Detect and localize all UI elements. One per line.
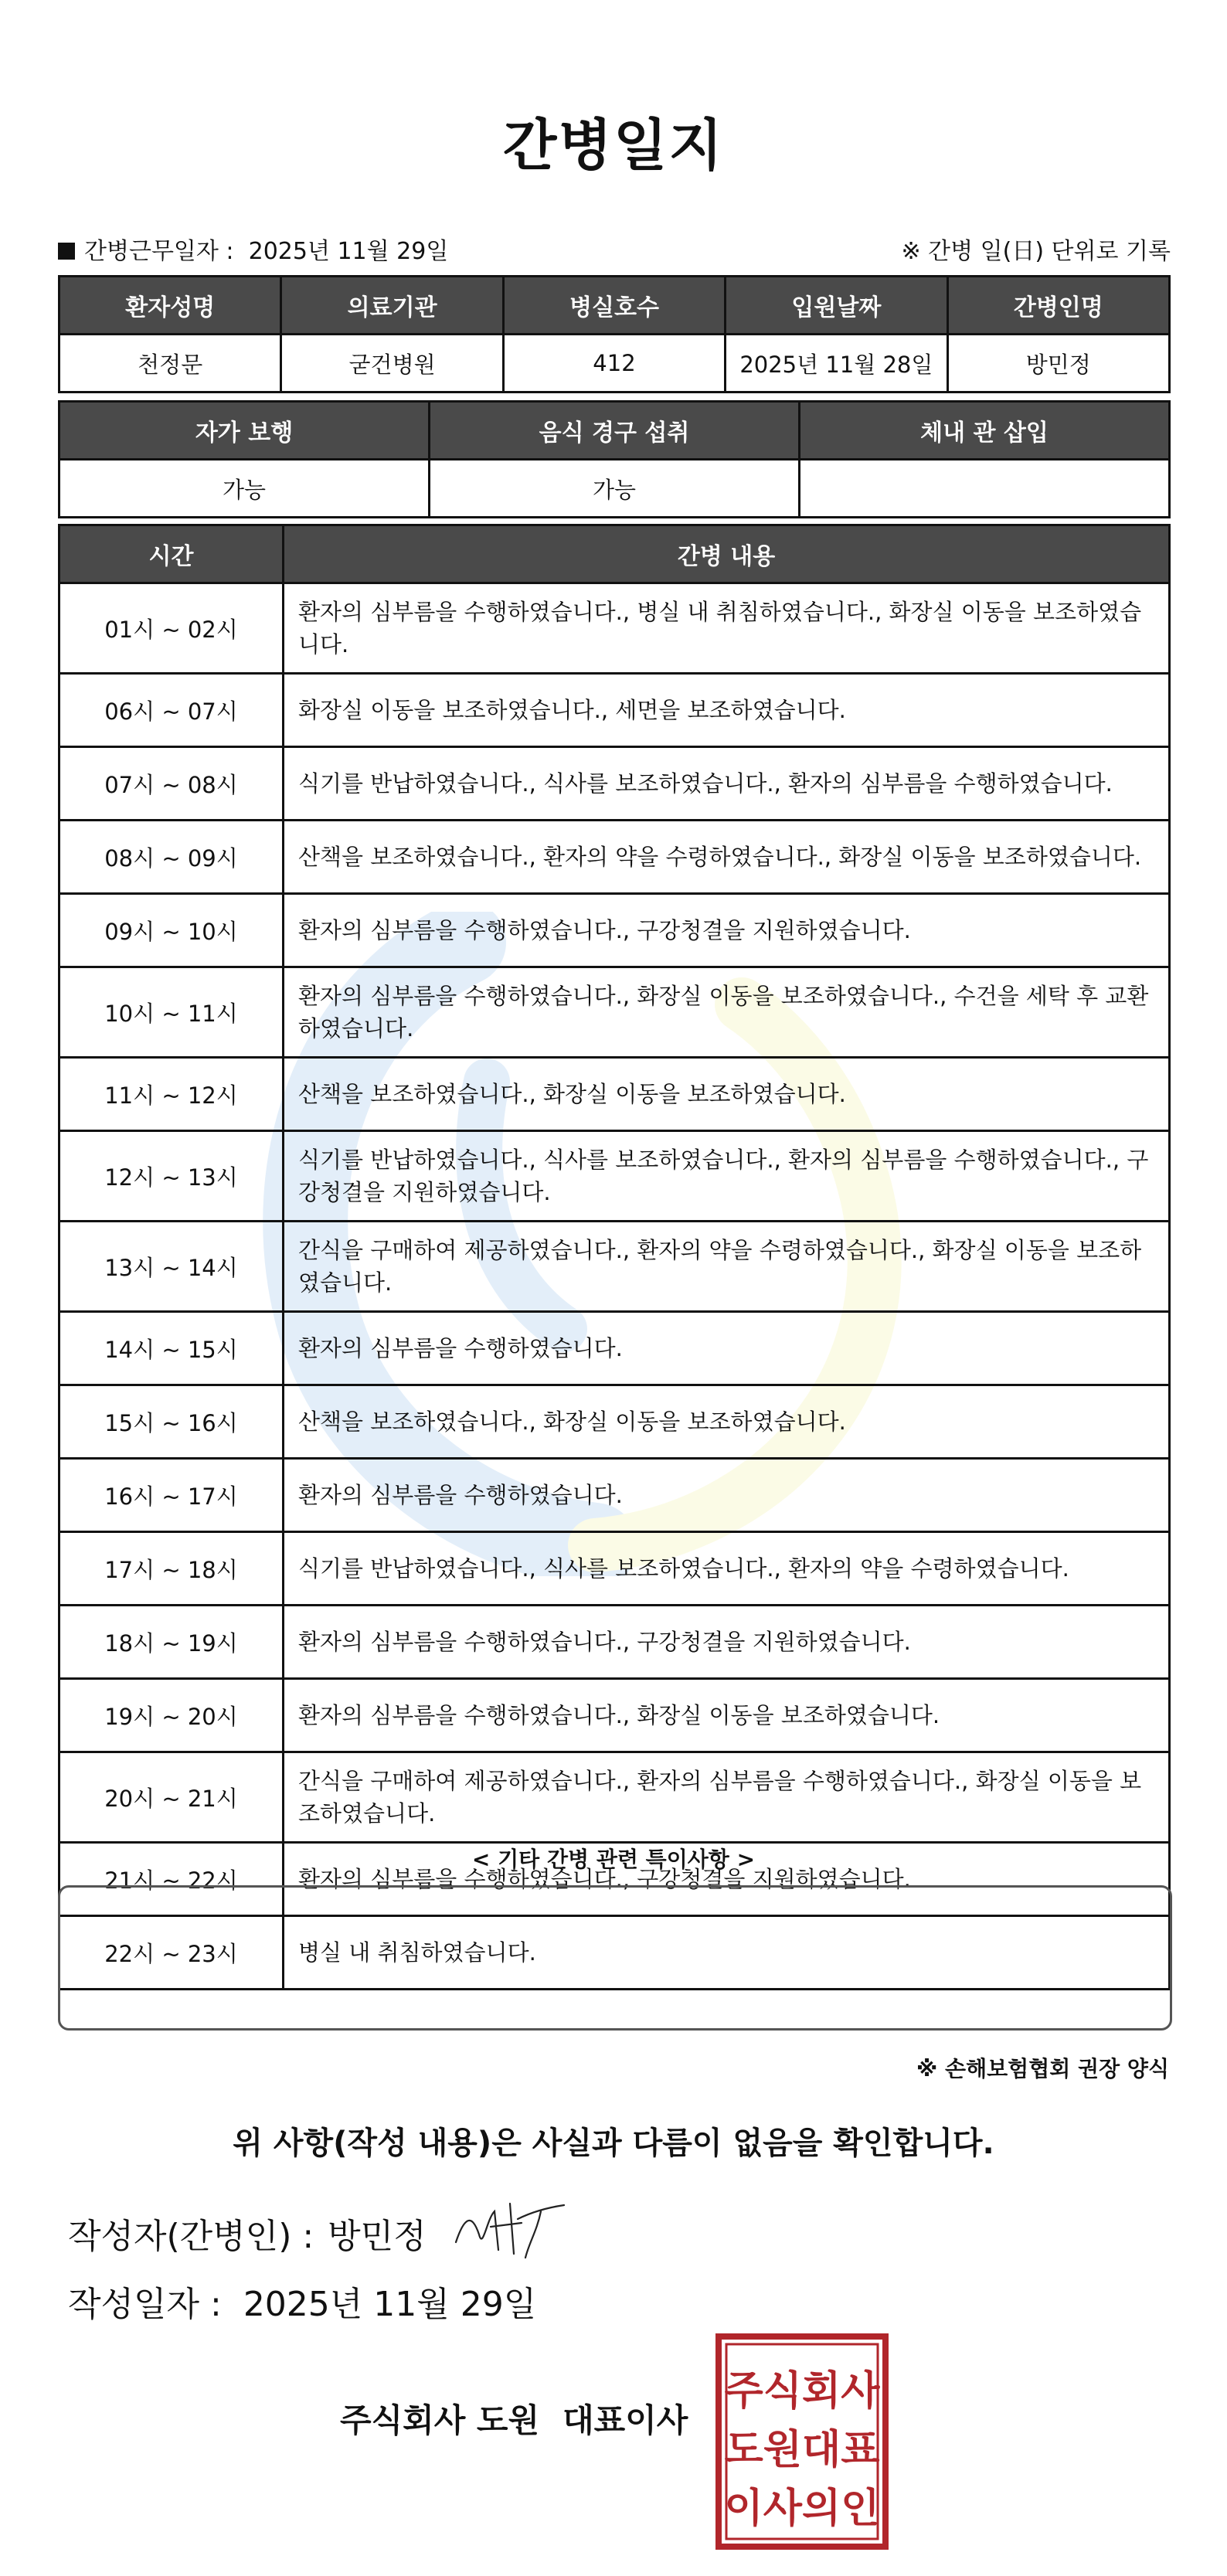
header-hospital: 의료기관 (281, 277, 503, 335)
self-walking: 가능 (59, 460, 430, 518)
time-cell: 21시 ~ 22시 (59, 1843, 284, 1916)
content-cell: 병실 내 취침하였습니다. (284, 1916, 1170, 1990)
table-header-row (59, 402, 1170, 460)
signature-icon (448, 2188, 572, 2265)
content-cell: 식기를 반납하였습니다., 식사를 보조하였습니다., 환자의 심부름을 수행하였습니다. (284, 747, 1170, 821)
time-cell: 14시 ~ 15시 (59, 1312, 284, 1385)
content-cell: 환자의 심부름을 수행하였습니다. (284, 1312, 1170, 1385)
table-row (59, 460, 1170, 518)
table-row (59, 894, 1170, 967)
table-row (59, 1058, 1170, 1131)
patient-info-table (58, 275, 1171, 393)
table-row (59, 821, 1170, 894)
special-notes-title: < 기타 간병 관련 특이사항 > (471, 1847, 756, 1872)
time-cell: 18시 ~ 19시 (59, 1606, 284, 1679)
header-oral-intake: 음식 경구 섭취 (430, 402, 800, 460)
content-cell: 환자의 심부름을 수행하였습니다., 구강청결을 지원하였습니다. (284, 1606, 1170, 1679)
ceo-title: 대표이사 (563, 2401, 688, 2439)
content-cell: 식기를 반납하였습니다., 식사를 보조하였습니다., 환자의 심부름을 수행하였습니다., 구강청결을 지원하였습니다. (284, 1131, 1170, 1222)
content-cell: 식기를 반납하였습니다., 식사를 보조하였습니다., 환자의 약을 수령하였습니다. (284, 1532, 1170, 1606)
table-header-row (59, 277, 1170, 335)
work-date-value: 2025년 11월 29일 (248, 238, 449, 265)
table-row (59, 583, 1170, 674)
square-bullet-icon (58, 243, 75, 260)
time-cell: 12시 ~ 13시 (59, 1131, 284, 1222)
content-cell: 산책을 보조하였습니다., 환자의 약을 수령하였습니다., 화장실 이동을 보조하였습니다. (284, 821, 1170, 894)
work-date (58, 232, 448, 266)
time-cell: 11시 ~ 12시 (59, 1058, 284, 1131)
written-date-value: 2025년 11월 29일 (243, 2285, 537, 2324)
time-cell: 09시 ~ 10시 (59, 894, 284, 967)
content-cell: 화장실 이동을 보조하였습니다., 세면을 보조하였습니다. (284, 674, 1170, 747)
header-caregiver-name: 간병인명 (947, 277, 1169, 335)
company-line (340, 2395, 688, 2442)
recommendation-note: ※ 손해보험협회 권장 양식 (916, 2056, 1169, 2082)
time-cell: 20시 ~ 21시 (59, 1752, 284, 1843)
table-row (59, 1312, 1170, 1385)
time-cell: 10시 ~ 11시 (59, 967, 284, 1058)
room-number: 412 (503, 335, 725, 393)
writer-name: 방민정 (328, 2217, 427, 2256)
content-cell: 환자의 심부름을 수행하였습니다., 화장실 이동을 보조하였습니다., 수건을 세탁 후 교환하였습니다. (284, 967, 1170, 1058)
time-cell: 13시 ~ 14시 (59, 1222, 284, 1312)
patient-name: 천정문 (59, 335, 281, 393)
time-cell: 19시 ~ 20시 (59, 1679, 284, 1752)
content-cell: 환자의 심부름을 수행하였습니다., 구강청결을 지원하였습니다. (284, 1843, 1170, 1916)
table-row (59, 1459, 1170, 1532)
company-name: 주식회사 도원 (340, 2401, 540, 2439)
content-cell: 환자의 심부름을 수행하였습니다., 병실 내 취침하였습니다., 화장실 이동을 보조하였습니다. (284, 583, 1170, 674)
table-row (59, 1131, 1170, 1222)
writer-line (68, 2208, 427, 2258)
care-log-table (58, 524, 1171, 1990)
content-cell: 산책을 보조하였습니다., 화장실 이동을 보조하였습니다. (284, 1058, 1170, 1131)
daily-note: ※ 간병 일(日) 단위로 기록 (901, 238, 1171, 265)
oral-intake: 가능 (430, 460, 800, 518)
time-cell: 22시 ~ 23시 (59, 1916, 284, 1990)
tube-insertion (800, 460, 1170, 518)
company-seal-icon (715, 2333, 889, 2550)
content-cell: 간식을 구매하여 제공하였습니다., 환자의 약을 수령하였습니다., 화장실 이동을 보조하였습니다. (284, 1222, 1170, 1312)
table-header-row (59, 525, 1170, 583)
content-cell: 환자의 심부름을 수행하였습니다. (284, 1459, 1170, 1532)
patient-status-table (58, 400, 1171, 518)
table-row (59, 1385, 1170, 1459)
header-time: 시간 (59, 525, 284, 583)
table-row (59, 747, 1170, 821)
table-row (59, 1679, 1170, 1752)
confirmation-statement: 위 사항(작성 내용)은 사실과 다름이 없음을 확인합니다. (233, 2126, 994, 2161)
content-cell: 환자의 심부름을 수행하였습니다., 구강청결을 지원하였습니다. (284, 894, 1170, 967)
time-cell: 08시 ~ 09시 (59, 821, 284, 894)
header-self-walking: 자가 보행 (59, 402, 430, 460)
written-date-line (68, 2276, 536, 2326)
time-cell: 16시 ~ 17시 (59, 1459, 284, 1532)
header-admission-date: 입원날짜 (726, 277, 947, 335)
time-cell: 07시 ~ 08시 (59, 747, 284, 821)
table-row (59, 674, 1170, 747)
table-row (59, 1532, 1170, 1606)
page-title: 간병일지 (502, 113, 725, 178)
time-cell: 01시 ~ 02시 (59, 583, 284, 674)
writer-label: 작성자(간병인) : (68, 2217, 314, 2256)
written-date-label: 작성일자 : (68, 2285, 222, 2324)
header-room-number: 병실호수 (503, 277, 725, 335)
hospital: 굳건병원 (281, 335, 503, 393)
time-cell: 17시 ~ 18시 (59, 1532, 284, 1606)
table-row (59, 967, 1170, 1058)
work-date-label: 간병근무일자 : (84, 238, 234, 265)
seal-line-3: 이사의인 (724, 2486, 880, 2532)
table-row (59, 1752, 1170, 1843)
header-tube-insertion: 체내 관 삽입 (800, 402, 1170, 460)
header-care-content: 간병 내용 (284, 525, 1170, 583)
seal-line-2: 도원대표 (724, 2427, 880, 2473)
table-row (59, 335, 1170, 393)
content-cell: 간식을 구매하여 제공하였습니다., 환자의 심부름을 수행하였습니다., 화장실 이동을 보조하였습니다. (284, 1752, 1170, 1843)
content-cell: 산책을 보조하였습니다., 화장실 이동을 보조하였습니다. (284, 1385, 1170, 1459)
table-row (59, 1222, 1170, 1312)
admission-date: 2025년 11월 28일 (726, 335, 947, 393)
table-row (59, 1606, 1170, 1679)
caregiver-name: 방민정 (947, 335, 1169, 393)
content-cell: 환자의 심부름을 수행하였습니다., 화장실 이동을 보조하였습니다. (284, 1679, 1170, 1752)
seal-line-1: 주식회사 (724, 2368, 880, 2415)
header-patient-name: 환자성명 (59, 277, 281, 335)
special-notes-box (58, 1885, 1172, 2031)
meta-row (58, 232, 1171, 266)
time-cell: 06시 ~ 07시 (59, 674, 284, 747)
time-cell: 15시 ~ 16시 (59, 1385, 284, 1459)
